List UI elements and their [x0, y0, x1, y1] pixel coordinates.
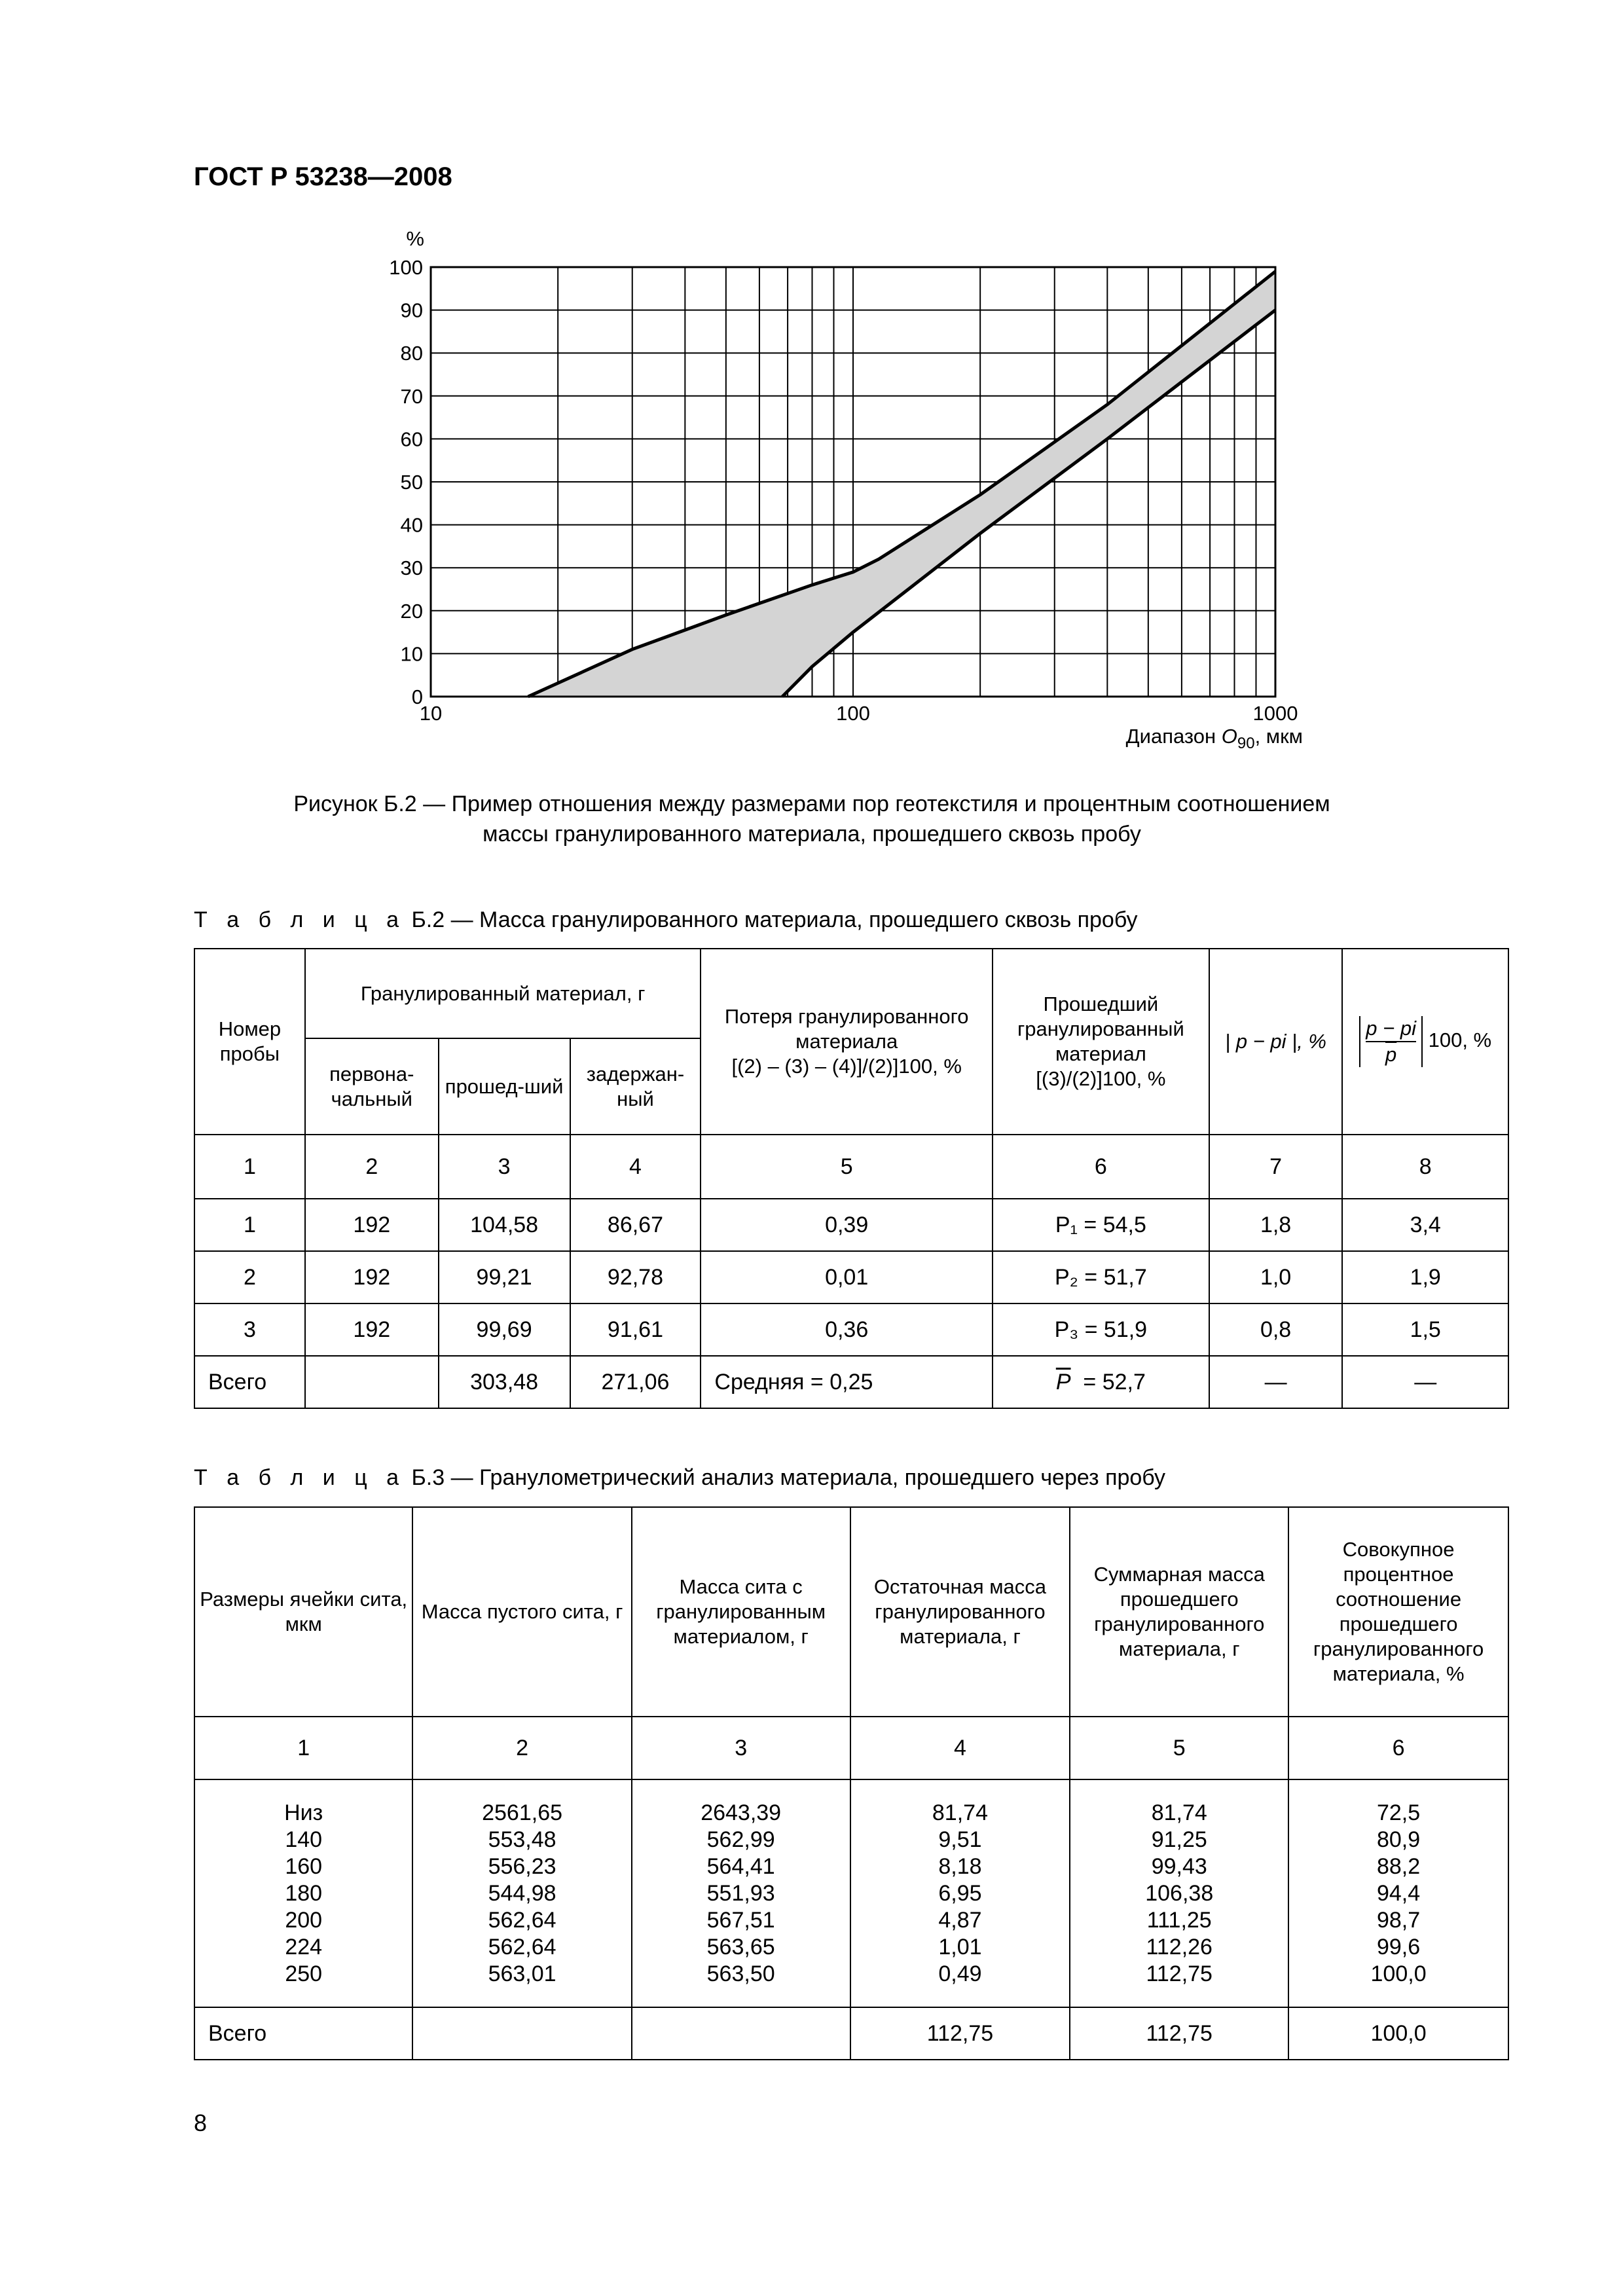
caption-line-1: Рисунок Б.2 — Пример отношения между размерами пор геотекстиля и процентным соотношением	[293, 792, 1330, 816]
table2-title: Т а б л и ц а Б.2 — Масса гранулированного материала, прошедшего сквозь пробу	[194, 907, 1138, 932]
header-initial: первона-чальный	[305, 1038, 439, 1135]
figure-caption	[196, 789, 1427, 849]
header-cumulative-mass: Суммарная масса прошедшего гранулированного материала, г	[1070, 1507, 1288, 1717]
header-sieve-size: Размеры ячейки сита, мкм	[194, 1507, 412, 1717]
column-number-row: 1 2 3 4 5 6	[194, 1717, 1508, 1779]
y-tick-label: 60	[400, 428, 423, 451]
header-sample-number: Номер пробы	[194, 949, 305, 1135]
table-b2	[194, 948, 1509, 1409]
chart-band	[528, 272, 1275, 697]
sieve-chart	[0, 0, 1623, 786]
header-sieve-with-material: Масса сита с гранулированным материалом, г	[632, 1507, 850, 1717]
x-tick-label: 1000	[1252, 702, 1298, 725]
header-loss: Потеря гранулированного материала [(2) – (3) – (4)]/(2)]100, %	[701, 949, 993, 1135]
page-number: 8	[194, 2109, 208, 2136]
total-row: Всего 303,48 271,06 Средняя = 0,25 $\overline{P} = 52,7$ — —	[194, 1356, 1508, 1408]
header-passed: Прошедший гранулированный материал [(3)/(2)]100, %	[993, 949, 1209, 1135]
y-tick-label: 90	[400, 299, 423, 322]
cumulative-percent-column: 72,5 80,9 88,2 94,4 98,7 99,6 100,0	[1288, 1779, 1508, 2007]
cumulative-mass-column: 81,74 91,25 99,43 106,38 111,25 112,26 112,75	[1070, 1779, 1288, 2007]
header-col7: | p − pi |, %	[1209, 949, 1343, 1135]
residual-mass-column: 81,74 9,51 8,18 6,95 4,87 1,01 0,49	[850, 1779, 1070, 2007]
y-tick-label: 70	[400, 384, 423, 408]
lower-boundary-line	[782, 310, 1275, 697]
x-tick-labels	[420, 702, 1298, 725]
sieve-with-material-column: 2643,39 562,99 564,41 551,93 567,51 563,65 563,50	[632, 1779, 850, 2007]
y-tick-label: 0	[411, 685, 423, 708]
y-tick-label: 10	[400, 642, 423, 666]
column-number-row: 1 2 3 4 5 6 7 8	[194, 1135, 1508, 1199]
x-axis-label: Диапазон $O_{90}$, мкм	[1125, 725, 1303, 752]
y-tick-label: 20	[400, 599, 423, 623]
header-granular-material: Гранулированный материал, г	[305, 949, 701, 1038]
table3-title: Т а б л и ц а Б.3 — Гранулометрический анализ материала, прошедшего через пробу	[194, 1465, 1166, 1490]
document-header: ГОСТ Р 53238—2008	[194, 162, 452, 191]
table-row: 1 192 104,58 86,67 0,39 P₁ = 54,5 1,8 3,4	[194, 1199, 1508, 1251]
header-col8: $\frac{p - pi}{p}$ 100, %	[1342, 949, 1508, 1135]
table-row: 3 192 99,69 91,61 0,36 P₃ = 51,9 0,8 1,5	[194, 1303, 1508, 1356]
y-tick-label: 80	[400, 342, 423, 365]
y-tick-label: 30	[400, 556, 423, 580]
table-b3	[194, 1506, 1509, 2060]
caption-line-2: массы гранулированного материала, прошедшего сквозь пробу	[483, 822, 1141, 847]
upper-boundary-line	[528, 272, 1275, 697]
y-tick-label: 40	[400, 513, 423, 537]
table-row: 2 192 99,21 92,78 0,01 P₂ = 51,7 1,0 1,9	[194, 1251, 1508, 1303]
header-retained: задержан-ный	[570, 1038, 701, 1135]
y-tick-label: 100	[389, 256, 423, 279]
x-tick-label: 100	[836, 702, 870, 725]
y-tick-label: 50	[400, 471, 423, 494]
y-axis-label: %	[406, 227, 424, 250]
header-empty-sieve: Масса пустого сита, г	[412, 1507, 631, 1717]
header-cumulative-percent: Совокупное процентное соотношение прошедшего гранулированного материала, %	[1288, 1507, 1508, 1717]
empty-sieve-column: 2561,65 553,48 556,23 544,98 562,64 562,64 563,01	[412, 1779, 631, 2007]
y-tick-labels	[389, 256, 423, 708]
sieve-size-column: Низ 140 160 180 200 224 250	[194, 1779, 412, 2007]
data-block	[194, 1779, 1508, 2007]
total-row: Всего 112,75 112,75 100,0	[194, 2007, 1508, 2060]
x-tick-label: 10	[419, 702, 443, 725]
header-residual-mass: Остаточная масса гранулированного материала, г	[850, 1507, 1070, 1717]
header-passed-mass: прошед-ший	[439, 1038, 570, 1135]
